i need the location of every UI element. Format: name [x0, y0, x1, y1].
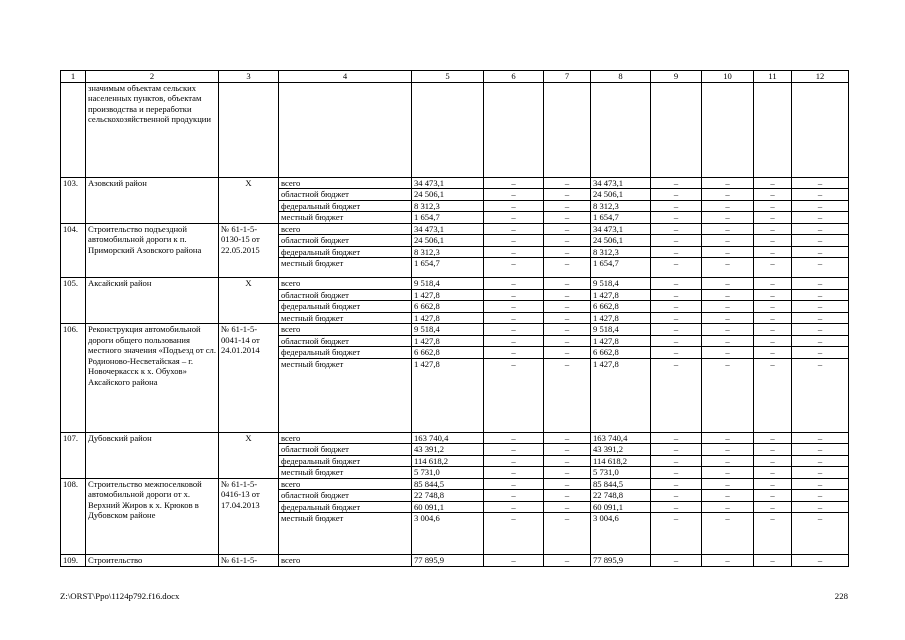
amount-cell: –: [484, 455, 544, 467]
amount-cell: –: [702, 177, 754, 189]
amount-cell: –: [544, 200, 591, 212]
amount-cell: –: [484, 347, 544, 359]
amount-cell: –: [544, 455, 591, 467]
amount-cell: 3 004,6: [412, 513, 484, 555]
column-number: 10: [702, 71, 754, 83]
amount-cell: –: [702, 223, 754, 235]
row-number: 106.: [61, 324, 86, 433]
amount-cell: –: [702, 455, 754, 467]
amount-cell: –: [754, 358, 792, 432]
amount-cell: –: [651, 444, 702, 456]
amount-cell: –: [702, 432, 754, 444]
amount-cell: –: [484, 212, 544, 224]
table-row: [61, 177, 849, 189]
amount-cell: 1 654,7: [412, 258, 484, 278]
funding-source: областной бюджет: [279, 490, 412, 502]
object-name: Азовский район: [86, 177, 219, 223]
amount-cell: 60 091,1: [591, 501, 651, 513]
object-name: Аксайский район: [86, 278, 219, 324]
amount-cell: –: [792, 324, 849, 336]
amount-cell: –: [702, 301, 754, 313]
funding-source: областной бюджет: [279, 189, 412, 201]
amount-cell: –: [754, 335, 792, 347]
amount-cell: 3 004,6: [591, 513, 651, 555]
empty-cell: [412, 82, 484, 177]
amount-cell: –: [544, 467, 591, 479]
amount-cell: –: [702, 189, 754, 201]
table-row: [61, 278, 849, 290]
amount-cell: 24 506,1: [412, 189, 484, 201]
object-name: Строительство подъездной автомобильной дороги к п. Приморский Азовского района: [86, 223, 219, 278]
amount-cell: 24 506,1: [591, 235, 651, 247]
amount-cell: –: [792, 200, 849, 212]
amount-cell: –: [792, 501, 849, 513]
amount-cell: 9 518,4: [412, 324, 484, 336]
amount-cell: –: [544, 478, 591, 490]
amount-cell: –: [792, 223, 849, 235]
amount-cell: –: [544, 490, 591, 502]
amount-cell: 85 844,5: [591, 478, 651, 490]
project-document: № 61-1-5-0416-13 от 17.04.2013: [219, 478, 279, 555]
amount-cell: –: [754, 200, 792, 212]
amount-cell: 43 391,2: [412, 444, 484, 456]
amount-cell: –: [484, 501, 544, 513]
amount-cell: –: [702, 513, 754, 555]
amount-cell: –: [651, 432, 702, 444]
amount-cell: 6 662,8: [412, 347, 484, 359]
project-document: X: [219, 278, 279, 324]
funding-source: областной бюджет: [279, 444, 412, 456]
empty-cell: [544, 82, 591, 177]
funding-source: областной бюджет: [279, 289, 412, 301]
funding-source: местный бюджет: [279, 513, 412, 555]
amount-cell: –: [702, 212, 754, 224]
amount-cell: –: [484, 301, 544, 313]
project-document: № 61-1-5-0130-15 от 22.05.2015: [219, 223, 279, 278]
funding-source: федеральный бюджет: [279, 455, 412, 467]
amount-cell: –: [754, 212, 792, 224]
continuation-row: [61, 82, 849, 177]
amount-cell: –: [544, 432, 591, 444]
amount-cell: –: [754, 432, 792, 444]
amount-cell: –: [484, 289, 544, 301]
amount-cell: –: [792, 432, 849, 444]
column-number: 1: [61, 71, 86, 83]
amount-cell: –: [484, 189, 544, 201]
amount-cell: 43 391,2: [591, 444, 651, 456]
amount-cell: –: [792, 478, 849, 490]
amount-cell: –: [484, 555, 544, 567]
amount-cell: –: [651, 212, 702, 224]
row-number: 109.: [61, 555, 86, 567]
amount-cell: –: [754, 513, 792, 555]
amount-cell: 6 662,8: [591, 301, 651, 313]
table-row: [61, 555, 849, 567]
column-number: 3: [219, 71, 279, 83]
amount-cell: –: [702, 200, 754, 212]
amount-cell: –: [651, 312, 702, 324]
amount-cell: –: [702, 490, 754, 502]
amount-cell: 8 312,3: [412, 246, 484, 258]
amount-cell: 1 427,8: [412, 312, 484, 324]
amount-cell: 77 895,9: [412, 555, 484, 567]
amount-cell: –: [544, 555, 591, 567]
funding-source: областной бюджет: [279, 335, 412, 347]
amount-cell: –: [754, 555, 792, 567]
amount-cell: –: [754, 444, 792, 456]
amount-cell: 5 731,0: [591, 467, 651, 479]
amount-cell: –: [544, 335, 591, 347]
budget-table: [60, 70, 849, 567]
column-number: 12: [792, 71, 849, 83]
amount-cell: 1 427,8: [412, 335, 484, 347]
empty-cell: [591, 82, 651, 177]
amount-cell: –: [792, 289, 849, 301]
amount-cell: –: [754, 289, 792, 301]
amount-cell: –: [484, 513, 544, 555]
column-number: 8: [591, 71, 651, 83]
amount-cell: –: [651, 513, 702, 555]
footer-file-path: Z:\ORST\Ppo\1124p792.f16.docx: [60, 591, 180, 601]
amount-cell: –: [792, 177, 849, 189]
amount-cell: –: [544, 312, 591, 324]
amount-cell: –: [702, 246, 754, 258]
funding-source: областной бюджет: [279, 235, 412, 247]
amount-cell: –: [651, 490, 702, 502]
amount-cell: 60 091,1: [412, 501, 484, 513]
amount-cell: –: [484, 177, 544, 189]
amount-cell: –: [792, 312, 849, 324]
empty-cell: [651, 82, 702, 177]
amount-cell: –: [651, 223, 702, 235]
amount-cell: 5 731,0: [412, 467, 484, 479]
amount-cell: 1 427,8: [412, 358, 484, 432]
project-document: X: [219, 177, 279, 223]
amount-cell: 85 844,5: [412, 478, 484, 490]
amount-cell: –: [754, 301, 792, 313]
amount-cell: –: [754, 223, 792, 235]
amount-cell: –: [651, 278, 702, 290]
amount-cell: –: [792, 301, 849, 313]
empty-cell: [219, 82, 279, 177]
column-number: 9: [651, 71, 702, 83]
amount-cell: –: [702, 501, 754, 513]
row-number: 105.: [61, 278, 86, 324]
amount-cell: –: [544, 358, 591, 432]
amount-cell: –: [484, 335, 544, 347]
table-row: [61, 223, 849, 235]
amount-cell: 34 473,1: [412, 223, 484, 235]
amount-cell: –: [484, 312, 544, 324]
funding-source: федеральный бюджет: [279, 501, 412, 513]
object-name: Строительство межпоселковой автомобильной дороги от х. Верхний Жиров к х. Крюков в Дубовском районе: [86, 478, 219, 555]
amount-cell: –: [702, 444, 754, 456]
amount-cell: –: [792, 335, 849, 347]
funding-source: федеральный бюджет: [279, 200, 412, 212]
amount-cell: –: [544, 501, 591, 513]
column-number-row: [61, 71, 849, 83]
amount-cell: –: [702, 478, 754, 490]
amount-cell: 8 312,3: [591, 246, 651, 258]
amount-cell: –: [484, 444, 544, 456]
funding-source: всего: [279, 324, 412, 336]
amount-cell: –: [484, 324, 544, 336]
amount-cell: –: [702, 335, 754, 347]
project-document: X: [219, 432, 279, 478]
amount-cell: –: [754, 246, 792, 258]
funding-source: местный бюджет: [279, 258, 412, 278]
amount-cell: 8 312,3: [412, 200, 484, 212]
project-document: № 61-1-5-: [219, 555, 279, 567]
funding-source: всего: [279, 432, 412, 444]
amount-cell: 6 662,8: [412, 301, 484, 313]
amount-cell: –: [702, 467, 754, 479]
amount-cell: –: [484, 246, 544, 258]
row-number: 104.: [61, 223, 86, 278]
empty-cell: [702, 82, 754, 177]
row-number: 103.: [61, 177, 86, 223]
funding-source: всего: [279, 223, 412, 235]
amount-cell: –: [651, 501, 702, 513]
amount-cell: –: [651, 478, 702, 490]
amount-cell: –: [792, 467, 849, 479]
amount-cell: –: [544, 212, 591, 224]
funding-source: федеральный бюджет: [279, 347, 412, 359]
footer-page-number: 228: [834, 591, 848, 601]
funding-source: местный бюджет: [279, 212, 412, 224]
amount-cell: 114 618,2: [591, 455, 651, 467]
amount-cell: –: [754, 235, 792, 247]
amount-cell: 1 427,8: [591, 312, 651, 324]
amount-cell: –: [651, 335, 702, 347]
amount-cell: –: [484, 478, 544, 490]
amount-cell: 22 748,8: [591, 490, 651, 502]
amount-cell: 77 895,9: [591, 555, 651, 567]
amount-cell: –: [754, 258, 792, 278]
amount-cell: –: [792, 347, 849, 359]
amount-cell: –: [544, 235, 591, 247]
amount-cell: 34 473,1: [591, 177, 651, 189]
funding-source: местный бюджет: [279, 467, 412, 479]
amount-cell: –: [484, 223, 544, 235]
amount-cell: –: [651, 200, 702, 212]
amount-cell: –: [792, 358, 849, 432]
amount-cell: 163 740,4: [412, 432, 484, 444]
funding-source: всего: [279, 478, 412, 490]
amount-cell: –: [754, 467, 792, 479]
funding-source: местный бюджет: [279, 312, 412, 324]
amount-cell: –: [544, 444, 591, 456]
amount-cell: –: [544, 246, 591, 258]
amount-cell: –: [792, 513, 849, 555]
empty-cell: [484, 82, 544, 177]
amount-cell: –: [484, 278, 544, 290]
amount-cell: –: [754, 177, 792, 189]
empty-cell: [792, 82, 849, 177]
object-name: Дубовский район: [86, 432, 219, 478]
amount-cell: 24 506,1: [412, 235, 484, 247]
amount-cell: –: [792, 490, 849, 502]
amount-cell: –: [484, 258, 544, 278]
amount-cell: 22 748,8: [412, 490, 484, 502]
table-row: [61, 432, 849, 444]
amount-cell: –: [544, 513, 591, 555]
amount-cell: –: [792, 235, 849, 247]
amount-cell: 1 654,7: [591, 212, 651, 224]
funding-source: всего: [279, 278, 412, 290]
funding-source: местный бюджет: [279, 358, 412, 432]
amount-cell: 34 473,1: [412, 177, 484, 189]
empty-cell: [279, 82, 412, 177]
amount-cell: –: [651, 347, 702, 359]
project-document: № 61-1-5-0041-14 от 24.01.2014: [219, 324, 279, 433]
amount-cell: 9 518,4: [591, 324, 651, 336]
amount-cell: –: [754, 278, 792, 290]
table-row: [61, 324, 849, 336]
amount-cell: –: [702, 555, 754, 567]
amount-cell: 114 618,2: [412, 455, 484, 467]
amount-cell: –: [484, 467, 544, 479]
amount-cell: 1 654,7: [591, 258, 651, 278]
funding-source: федеральный бюджет: [279, 301, 412, 313]
amount-cell: –: [544, 289, 591, 301]
amount-cell: –: [651, 235, 702, 247]
table-row: [61, 478, 849, 490]
amount-cell: –: [792, 555, 849, 567]
column-number: 7: [544, 71, 591, 83]
amount-cell: –: [792, 246, 849, 258]
amount-cell: 1 654,7: [412, 212, 484, 224]
amount-cell: –: [792, 455, 849, 467]
amount-cell: –: [702, 358, 754, 432]
amount-cell: –: [792, 189, 849, 201]
funding-source: всего: [279, 555, 412, 567]
amount-cell: 1 427,8: [591, 335, 651, 347]
amount-cell: –: [651, 324, 702, 336]
column-number: 6: [484, 71, 544, 83]
amount-cell: –: [544, 278, 591, 290]
amount-cell: –: [702, 258, 754, 278]
amount-cell: –: [702, 289, 754, 301]
column-number: 2: [86, 71, 219, 83]
amount-cell: –: [702, 347, 754, 359]
amount-cell: –: [484, 200, 544, 212]
amount-cell: –: [651, 301, 702, 313]
funding-source: федеральный бюджет: [279, 246, 412, 258]
amount-cell: –: [544, 301, 591, 313]
amount-cell: –: [544, 177, 591, 189]
amount-cell: 9 518,4: [412, 278, 484, 290]
amount-cell: –: [792, 212, 849, 224]
amount-cell: –: [544, 324, 591, 336]
amount-cell: –: [702, 312, 754, 324]
amount-cell: –: [544, 189, 591, 201]
amount-cell: 1 427,8: [412, 289, 484, 301]
funding-source: всего: [279, 177, 412, 189]
amount-cell: –: [484, 432, 544, 444]
amount-cell: –: [754, 324, 792, 336]
amount-cell: –: [544, 347, 591, 359]
row-number: 108.: [61, 478, 86, 555]
amount-cell: 6 662,8: [591, 347, 651, 359]
amount-cell: 8 312,3: [591, 200, 651, 212]
amount-cell: –: [651, 246, 702, 258]
amount-cell: –: [651, 555, 702, 567]
amount-cell: –: [792, 444, 849, 456]
amount-cell: 1 427,8: [591, 289, 651, 301]
amount-cell: –: [484, 235, 544, 247]
amount-cell: –: [754, 478, 792, 490]
amount-cell: –: [702, 278, 754, 290]
amount-cell: –: [651, 258, 702, 278]
object-name: Строительство: [86, 555, 219, 567]
continuation-text: значимым объектам сельских населенных пунктов, объектам производства и переработки сельскохозяйственной продукции: [86, 82, 219, 177]
amount-cell: –: [651, 467, 702, 479]
amount-cell: –: [754, 490, 792, 502]
amount-cell: –: [651, 177, 702, 189]
amount-cell: 34 473,1: [591, 223, 651, 235]
amount-cell: –: [792, 258, 849, 278]
amount-cell: 163 740,4: [591, 432, 651, 444]
continuation-num-cell: [61, 82, 86, 177]
amount-cell: –: [651, 358, 702, 432]
amount-cell: –: [702, 235, 754, 247]
amount-cell: –: [754, 312, 792, 324]
amount-cell: –: [754, 455, 792, 467]
empty-cell: [754, 82, 792, 177]
amount-cell: –: [544, 258, 591, 278]
amount-cell: 9 518,4: [591, 278, 651, 290]
row-number: 107.: [61, 432, 86, 478]
amount-cell: –: [544, 223, 591, 235]
column-number: 11: [754, 71, 792, 83]
amount-cell: –: [651, 289, 702, 301]
amount-cell: 24 506,1: [591, 189, 651, 201]
amount-cell: –: [754, 189, 792, 201]
amount-cell: –: [792, 278, 849, 290]
amount-cell: –: [484, 490, 544, 502]
amount-cell: 1 427,8: [591, 358, 651, 432]
amount-cell: –: [651, 189, 702, 201]
object-name: Реконструкция автомобильной дороги общего пользования местного значения «Подъезд от сл. Родионово-Несветайская – г. Новочеркасск к х. Обухов» Аксайского района: [86, 324, 219, 433]
column-number: 4: [279, 71, 412, 83]
amount-cell: –: [484, 358, 544, 432]
amount-cell: –: [702, 324, 754, 336]
column-number: 5: [412, 71, 484, 83]
amount-cell: –: [651, 455, 702, 467]
amount-cell: –: [754, 347, 792, 359]
amount-cell: –: [754, 501, 792, 513]
